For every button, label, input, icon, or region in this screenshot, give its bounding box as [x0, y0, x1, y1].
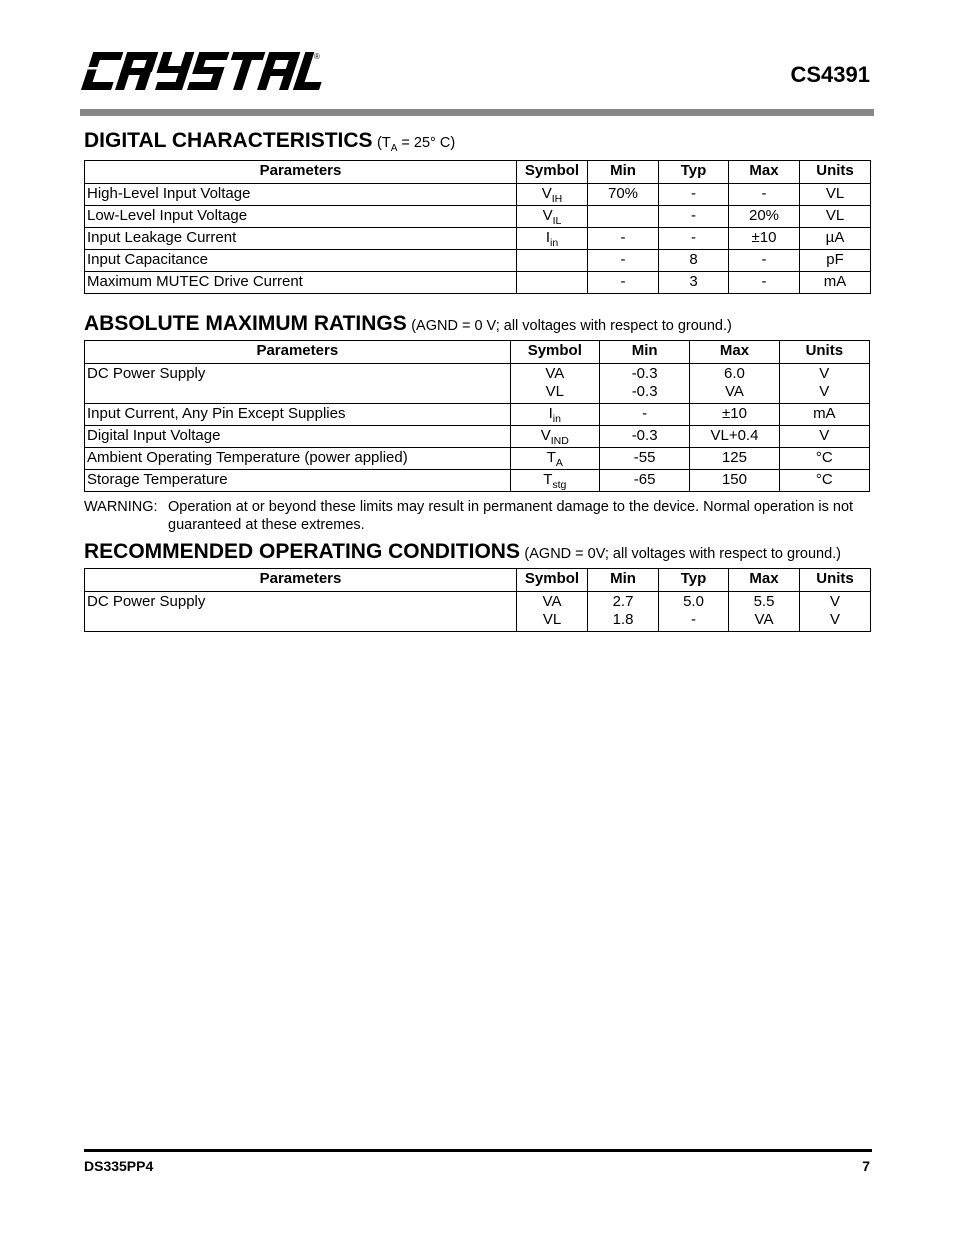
symbol-cell: VA VL [510, 364, 599, 404]
warning-note [84, 498, 870, 534]
min-cell: 2.7 1.8 [588, 592, 659, 632]
section-heading [84, 128, 870, 154]
max-cell: 6.0 VA [690, 364, 779, 404]
max-cell: 5.5 VA [729, 592, 800, 632]
max-cell: - [729, 250, 800, 272]
max-cell: - [729, 184, 800, 206]
column-header: Parameters [85, 341, 511, 364]
param-cell: Input Current, Any Pin Except Supplies [85, 404, 511, 426]
min-cell: -0.3 -0.3 [599, 364, 689, 404]
max-cell: VL+0.4 [690, 426, 779, 448]
table-row [85, 426, 870, 448]
header-rule [80, 109, 874, 116]
column-header: Max [729, 569, 800, 592]
min-cell: - [588, 272, 659, 294]
symbol-cell: $I_{in}$ [510, 404, 599, 426]
min-cell: 70% [588, 184, 659, 206]
column-header: Parameters [85, 569, 517, 592]
units-cell: mA [800, 272, 871, 294]
max-cell: 150 [690, 470, 779, 492]
typ-cell: - [659, 206, 729, 228]
column-header: Min [588, 161, 659, 184]
units-cell: V V [800, 592, 871, 632]
crystal-logo [80, 50, 322, 92]
units-cell: µA [800, 228, 871, 250]
param-cell: Storage Temperature [85, 470, 511, 492]
table-row [85, 404, 870, 426]
absolute-maximum-ratings-table [84, 340, 870, 492]
part-number: CS4391 [790, 62, 870, 87]
column-header: Symbol [517, 161, 588, 184]
symbol-cell [517, 272, 588, 294]
column-header: Max [729, 161, 800, 184]
units-cell: VL [800, 184, 871, 206]
page-number: 7 [862, 1158, 870, 1174]
max-cell: 125 [690, 448, 779, 470]
table-row [85, 448, 870, 470]
section-heading [84, 311, 870, 337]
column-header: Symbol [517, 569, 588, 592]
column-header: Min [599, 341, 689, 364]
param-cell: Low-Level Input Voltage [85, 206, 517, 228]
table-row [85, 470, 870, 492]
units-cell: °C [779, 448, 869, 470]
max-cell: ±10 [690, 404, 779, 426]
recommended-operating-conditions-section [84, 539, 870, 632]
param-cell: DC Power Supply [85, 592, 517, 632]
min-cell: -0.3 [599, 426, 689, 448]
svg-text:®: ® [314, 52, 320, 61]
units-cell: VL [800, 206, 871, 228]
min-cell: - [588, 250, 659, 272]
units-cell: V V [779, 364, 869, 404]
document-id: DS335PP4 [84, 1158, 154, 1174]
param-cell: DC Power Supply [85, 364, 511, 404]
min-cell: - [588, 228, 659, 250]
section-title: ABSOLUTE MAXIMUM RATINGS [84, 312, 407, 335]
table-header-row [85, 341, 870, 364]
min-cell: -65 [599, 470, 689, 492]
units-cell: V [779, 426, 869, 448]
typ-cell: 5.0 - [659, 592, 729, 632]
units-cell: pF [800, 250, 871, 272]
column-header: Symbol [510, 341, 599, 364]
table-row [85, 364, 870, 404]
column-header: Parameters [85, 161, 517, 184]
table-row [85, 592, 871, 632]
param-cell: High-Level Input Voltage [85, 184, 517, 206]
absolute-maximum-ratings-section [84, 311, 870, 534]
table-row [85, 206, 871, 228]
warning-text: Operation at or beyond these limits may result in permanent damage to the device. Normal operation is not guaranteed at these extremes. [168, 499, 854, 533]
table-header-row [85, 569, 871, 592]
section-condition: (AGND = 0 V; all voltages with respect to ground.) [411, 318, 732, 334]
symbol-cell: $V_{IL}$ [517, 206, 588, 228]
typ-cell: - [659, 184, 729, 206]
column-header: Min [588, 569, 659, 592]
symbol-cell [517, 250, 588, 272]
units-cell: mA [779, 404, 869, 426]
symbol-cell: $V_{IND}$ [510, 426, 599, 448]
column-header: Typ [659, 161, 729, 184]
typ-cell: - [659, 228, 729, 250]
max-cell: 20% [729, 206, 800, 228]
param-cell: Input Leakage Current [85, 228, 517, 250]
section-title: RECOMMENDED OPERATING CONDITIONS [84, 540, 520, 563]
param-cell: Maximum MUTEC Drive Current [85, 272, 517, 294]
min-cell [588, 206, 659, 228]
column-header: Units [800, 161, 871, 184]
symbol-cell: $I_{in}$ [517, 228, 588, 250]
table-row [85, 184, 871, 206]
param-cell: Input Capacitance [85, 250, 517, 272]
column-header: Typ [659, 569, 729, 592]
min-cell: -55 [599, 448, 689, 470]
digital-characteristics-section [84, 128, 870, 294]
section-heading [84, 539, 870, 565]
section-title: DIGITAL CHARACTERISTICS [84, 129, 373, 152]
footer-rule [84, 1149, 872, 1152]
param-cell: Digital Input Voltage [85, 426, 511, 448]
typ-cell: 8 [659, 250, 729, 272]
units-cell: °C [779, 470, 869, 492]
column-header: Max [690, 341, 779, 364]
digital-characteristics-table [84, 160, 871, 294]
min-cell: - [599, 404, 689, 426]
column-header: Units [779, 341, 869, 364]
table-header-row [85, 161, 871, 184]
max-cell: ±10 [729, 228, 800, 250]
symbol-cell: $T_A$ [510, 448, 599, 470]
column-header: Units [800, 569, 871, 592]
param-cell: Ambient Operating Temperature (power applied) [85, 448, 511, 470]
max-cell: - [729, 272, 800, 294]
typ-cell: 3 [659, 272, 729, 294]
table-row [85, 272, 871, 294]
section-condition: ($T_A = 25^\circ$ C) [377, 135, 456, 154]
table-row [85, 250, 871, 272]
symbol-cell: $V_{IH}$ [517, 184, 588, 206]
symbol-cell: $T_{stg}$ [510, 470, 599, 492]
section-condition: (AGND = 0V; all voltages with respect to ground.) [524, 546, 842, 562]
warning-label: WARNING: [84, 499, 158, 515]
table-row [85, 228, 871, 250]
recommended-operating-conditions-table [84, 568, 871, 632]
symbol-cell: VA VL [517, 592, 588, 632]
